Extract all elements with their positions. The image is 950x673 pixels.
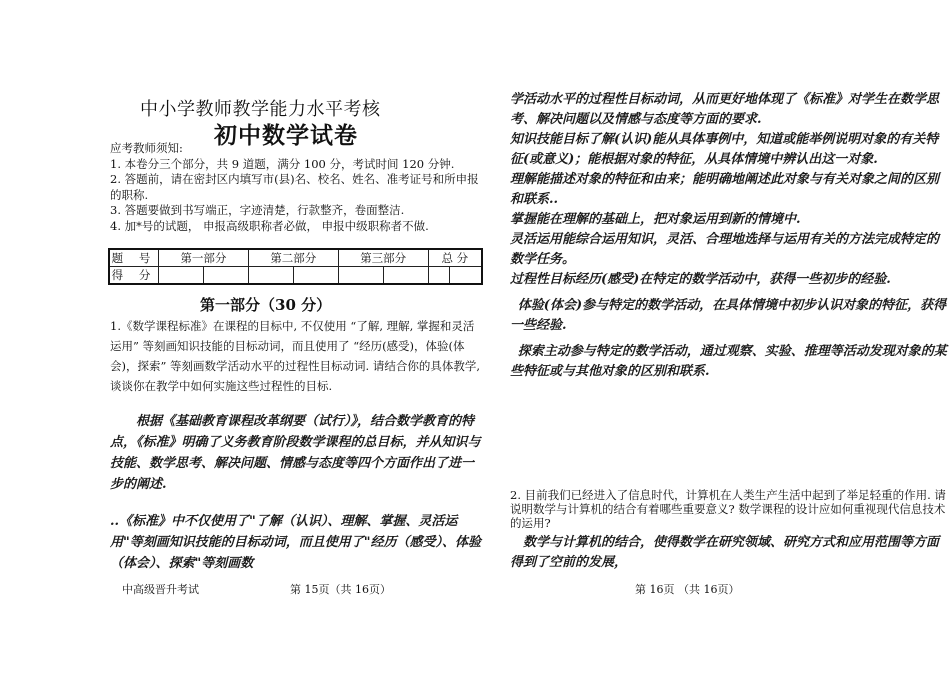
- footer-page-number: 第 15页（共 16页）: [290, 583, 391, 596]
- notice-item: 2. 答题前，请在密封区内填写市(县)名、校名、姓名、准考证号和所申报的职称.: [110, 172, 479, 202]
- score-cell[interactable]: [428, 267, 450, 285]
- header-title: 中小学教师教学能力水平考核: [140, 99, 381, 120]
- score-cell[interactable]: [293, 267, 338, 285]
- notice-item: 4. 加*号的试题， 申报高级职称者必做， 申报中级职称者不做.: [110, 218, 429, 233]
- answer-line: 过程性目标经历(感受)在特定的数学活动中，获得一些初步的经验.: [510, 272, 891, 287]
- score-cell[interactable]: [450, 267, 482, 285]
- footer-exam-name: 中高级晋升考试: [122, 583, 199, 596]
- score-cell[interactable]: [159, 267, 204, 285]
- answer-paragraph: ..《标准》中不仅使用了"了解（认识）、理解、掌握、灵活运用"等刻画知识技能的目标动词，而且使用了"经历（感受）、体验（体会）、探索"等刻画数: [110, 514, 482, 571]
- answer-line: 理解能描述对象的特征和由来；能明确地阐述此对象与有关对象之间的区别和联系..: [510, 172, 940, 207]
- notice-block: [110, 141, 482, 234]
- notice-heading: 应考教师须知:: [110, 141, 183, 155]
- score-row-label: 得 分: [109, 267, 159, 285]
- notice-item: 1. 本卷分三个部分，共 9 道题，满分 100 分，考试时间 120 分钟.: [110, 156, 455, 171]
- answer-paragraph: 数学与计算机的结合，使得数学在研究领域、研究方式和应用范围等方面得到了空前的发展，: [510, 535, 940, 570]
- score-cell[interactable]: [338, 267, 383, 285]
- notice-item: 3. 答题要做到书写端正，字迹清楚，行款整齐，卷面整洁.: [110, 203, 405, 217]
- right-page: [490, 0, 950, 673]
- question-1: 1.《数学课程标准》在课程的目标中, 不仅使用 “了解, 理解, 掌握和灵活运用” 等刻画知识技能的目标动词，而且使用了 “经历(感受)，体验(体会)，探索” 等刻画数学活动水平的过程性目标动词. 请结合你的具体教学, 谈谈你在教学中如何实施这些过程性的目标.: [110, 319, 480, 393]
- score-table-header: 题 号: [109, 249, 159, 267]
- score-table-header: 第一部分: [159, 249, 249, 267]
- answer-line: 灵活运用能综合运用知识，灵活、合理地选择与运用有关的方法完成特定的数学任务。: [510, 232, 940, 267]
- answer-line: 体验(体会)参与特定的数学活动，在具体情境中初步认识对象的特征，获得一些经验.: [510, 298, 947, 333]
- exam-title: 初中数学试卷: [214, 122, 358, 149]
- score-cell[interactable]: [383, 267, 428, 285]
- answer-continuation: [510, 90, 948, 382]
- score-table-header: 总 分: [428, 249, 482, 267]
- score-table: [108, 248, 483, 285]
- footer-page-number: 第 16页 （共 16页）: [635, 583, 740, 596]
- answer-line: 知识技能目标了解(认识)能从具体事例中，知道或能举例说明对象的有关特征(或意义)；能根据对象的特征，从具体情境中辨认出这一对象.: [510, 132, 939, 167]
- score-cell[interactable]: [203, 267, 248, 285]
- score-table-header: 第二部分: [248, 249, 338, 267]
- score-cell[interactable]: [248, 267, 293, 285]
- answer-line: 掌握能在理解的基础上，把对象运用到新的情境中.: [510, 212, 801, 227]
- section-title: 第一部分（30 分）: [200, 296, 332, 314]
- question-2: 2. 目前我们已经进入了信息时代，计算机在人类生产生活中起到了举足轻重的作用. 请说明数学与计算机的结合有着哪些重要意义? 数学课程的设计应如何重视现代信息技术的运用?: [510, 488, 946, 530]
- answer-paragraph: 根据《基础教育课程改革纲要（试行）》，结合数学教育的特点，《标准》明确了义务教育阶段数学课程的总目标，并从知识与技能、数学思考、解决问题、情感与态度等四个方面作出了进一步的阐述.: [110, 414, 481, 492]
- answer-line: 学活动水平的过程性目标动词，从而更好地体现了《标准》对学生在数学思考、解决问题以及情感与态度等方面的要求.: [510, 92, 940, 127]
- answer-line: 探索主动参与特定的数学活动，通过观察、实验、推理等活动发现对象的某些特征或与其他对象的区别和联系.: [510, 344, 947, 379]
- score-table-header: 第三部分: [338, 249, 428, 267]
